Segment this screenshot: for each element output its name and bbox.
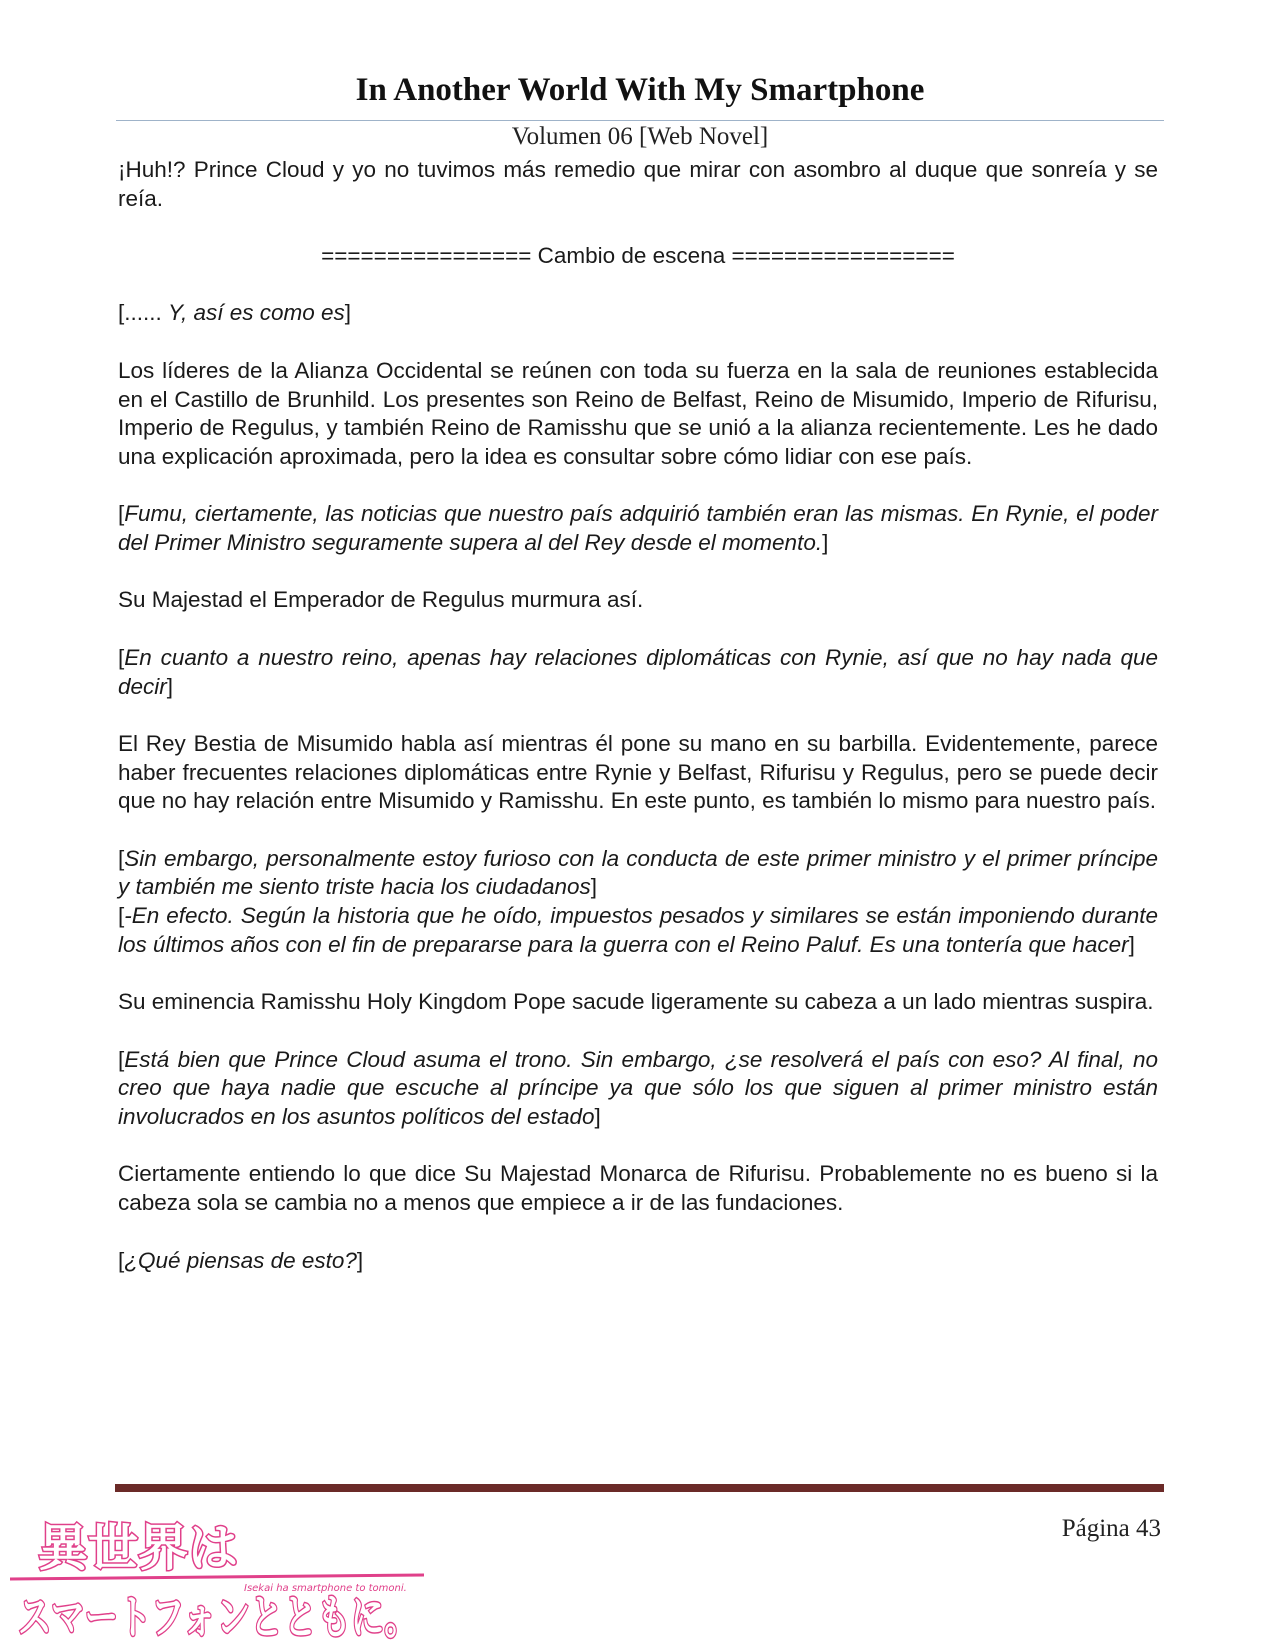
logo-line1: 異世界は — [38, 1519, 238, 1577]
scene-break: ================ Cambio de escena ================= — [321, 243, 955, 269]
series-logo — [4, 1505, 444, 1645]
paragraph: El Rey Bestia de Misumido habla así mientras él pone su mano en su barbilla. Evidentemente, parece haber frecuentes relaciones diplomáticas entre Rynie y Belfast, Rifurisu y Regulus, pero se puede decir que no hay relación entre Misumido y Ramisshu. En este punto, es también lo mismo para nuestro país. — [118, 730, 1158, 814]
chapter-body — [118, 156, 1158, 1304]
dialogue-paragraph: [¿Qué piensas de esto?] — [118, 1247, 364, 1273]
paragraph: ¡Huh!? Prince Cloud y yo no tuvimos más remedio que mirar con asombro al duque que sonreía y se reía. — [118, 157, 1158, 211]
logo-romaji: Isekai ha smartphone to tomoni. — [244, 1583, 407, 1594]
paragraph: Ciertamente entiendo lo que dice Su Majestad Monarca de Rifurisu. Probablemente no es bueno si la cabeza sola se cambia no a menos que empiece a ir de las fundaciones. — [118, 1161, 1158, 1216]
footer-bar — [115, 1484, 1164, 1492]
dialogue-paragraph: [Está bien que Prince Cloud asuma el trono. Sin embargo, ¿se resolverá el país con eso? Al final, no creo que haya nadie que escuche al príncipe ya que sólo los que siguen al primer ministro están involucrados en los asuntos políticos del estado] — [118, 1046, 1158, 1130]
dialogue-paragraph: [En cuanto a nuestro reino, apenas hay relaciones diplomáticas con Rynie, así que no hay nada que decir] — [118, 644, 1158, 699]
dialogue-paragraph: [Sin embargo, personalmente estoy furioso con la conducta de este primer ministro y el primer príncipe y también me siento triste hacia los ciudadanos] — [118, 845, 1158, 900]
dialogue-paragraph: [-En efecto. Según la historia que he oído, impuestos pesados y similares se están imponiendo durante los últimos años con el fin de prepararse para la guerra con el Reino Paluf. Es una tontería que hacer] — [118, 903, 1158, 957]
page-number: Página 43 — [1061, 1515, 1161, 1542]
dialogue-paragraph: [...... Y, así es como es] — [118, 300, 352, 326]
paragraph: Su Majestad el Emperador de Regulus murmura así. — [118, 587, 644, 613]
header-divider — [116, 120, 1164, 121]
paragraph: Su eminencia Ramisshu Holy Kingdom Pope sacude ligeramente su cabeza a un lado mientras suspira. — [118, 989, 1154, 1015]
paragraph: Los líderes de la Alianza Occidental se reúnen con toda su fuerza en la sala de reuniones establecida en el Castillo de Brunhild. Los presentes son Reino de Belfast, Reino de Misumido, Imperio de Rifurisu, Imperio de Regulus, y también Reino de Ramisshu que se unió a la alianza recientemente. Les he dado una explicación aproximada, pero la idea es consultar sobre cómo lidiar con ese país. — [118, 357, 1158, 469]
dialogue-paragraph: [Fumu, ciertamente, las noticias que nuestro país adquirió también eran las mismas. En Rynie, el poder del Primer Ministro seguramente supera al del Rey desde el momento.] — [118, 501, 1158, 556]
logo-line2: スマートフォンとともに。 — [18, 1590, 418, 1644]
document-title: In Another World With My Smartphone — [355, 72, 925, 108]
volume-subtitle: Volumen 06 [Web Novel] — [511, 123, 769, 150]
